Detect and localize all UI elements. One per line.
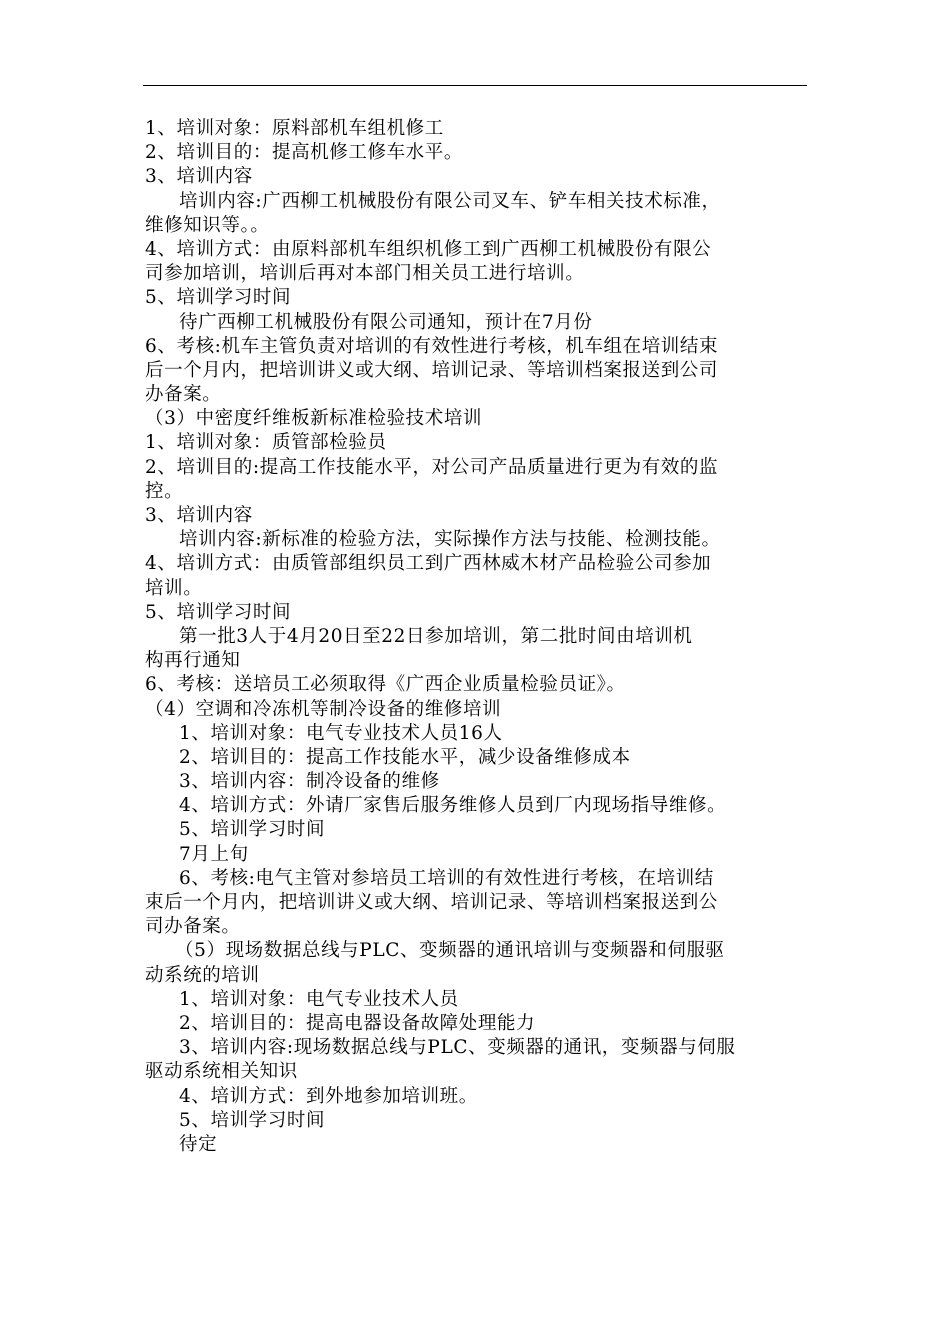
text-line: 4、培训方式：由质管部组织员工到广西林威木材产品检验公司参加 (145, 553, 712, 575)
text-line: 驱动系统相关知识 (145, 1061, 298, 1083)
text-line: 办备案。 (145, 384, 222, 406)
text-line: 5、培训学习时间 (179, 1109, 326, 1131)
text-line: 5、培训学习时间 (145, 601, 292, 623)
text-line: 第一批3人于4月20日至22日参加培训，第二批时间由培训机 (179, 625, 693, 647)
text-line: 4、培训方式：外请厂家售后服务维修人员到厂内现场指导维修。 (179, 795, 727, 817)
text-line: 5、培训学习时间 (145, 287, 292, 309)
text-line: 6、考核:电气主管对参培员工培训的有效性进行考核，在培训结 (179, 867, 714, 889)
text-line: （4）空调和冷冻机等制冷设备的维修培训 (145, 698, 502, 720)
text-line: 束后一个月内，把培训讲义或大纲、培训记录、等培训档案报送到公 (145, 892, 719, 913)
text-line: 维修知识等。。 (145, 214, 270, 236)
text-line: 7月上旬 (179, 843, 249, 865)
header-rule (143, 85, 807, 86)
text-line: 4、培训方式：到外地参加培训班。 (179, 1085, 478, 1107)
text-line: 控。 (145, 480, 184, 502)
text-line: 司参加培训，培训后再对本部门相关员工进行培训。 (145, 263, 585, 285)
text-line: 培训内容:广西柳工机械股份有限公司叉车、铲车相关技术标准， (179, 190, 721, 212)
text-line: 6、考核：送培员工必须取得《广西企业质量检验员证》。 (145, 674, 626, 696)
text-line: 司办备案。 (145, 916, 241, 938)
text-line: 4、培训方式：由原料部机车组织机修工到广西柳工机械股份有限公 (145, 238, 712, 260)
text-line: 待定 (179, 1133, 218, 1155)
document-body (145, 117, 805, 1157)
text-line: 动系统的培训 (145, 964, 260, 986)
text-line: （5）现场数据总线与PLC、变频器的通讯培训与变频器和伺服驱 (175, 940, 725, 962)
text-line: 2、培训目的:提高工作技能水平，对公司产品质量进行更为有效的监 (145, 456, 719, 478)
text-line: 2、培训目的：提高电器设备故障处理能力 (179, 1012, 536, 1034)
text-line: 后一个月内，把培训讲义或大纲、培训记录、等培训档案报送到公司 (145, 359, 719, 381)
text-line: 待广西柳工机械股份有限公司通知，预计在7月份 (179, 311, 593, 333)
text-line: 1、培训对象：电气专业技术人员16人 (179, 722, 503, 744)
text-line: （3）中密度纤维板新标准检验技术培训 (145, 408, 483, 430)
text-line: 1、培训对象：电气专业技术人员 (179, 988, 459, 1010)
text-line: 3、培训内容 (145, 166, 253, 188)
text-line: 5、培训学习时间 (179, 819, 326, 841)
text-line: 培训内容:新标准的检验方法，实际操作方法与技能、检测技能。 (179, 529, 721, 551)
text-line: 3、培训内容:现场数据总线与PLC、变频器的通讯，变频器与伺服 (179, 1037, 736, 1059)
text-line: 3、培训内容：制冷设备的维修 (179, 771, 440, 793)
text-line: 6、考核:机车主管负责对培训的有效性进行考核，机车组在培训结束 (145, 335, 719, 357)
text-line: 1、培训对象：原料部机车组机修工 (145, 118, 444, 139)
text-line: 培训。 (145, 577, 203, 599)
text-line: 1、培训对象：质管部检验员 (145, 432, 387, 454)
text-line: 2、培训目的：提高工作技能水平，减少设备维修成本 (179, 746, 631, 768)
text-line: 2、培训目的：提高机修工修车水平。 (145, 142, 463, 164)
text-line: 构再行通知 (145, 650, 241, 672)
text-line: 3、培训内容 (145, 505, 253, 526)
